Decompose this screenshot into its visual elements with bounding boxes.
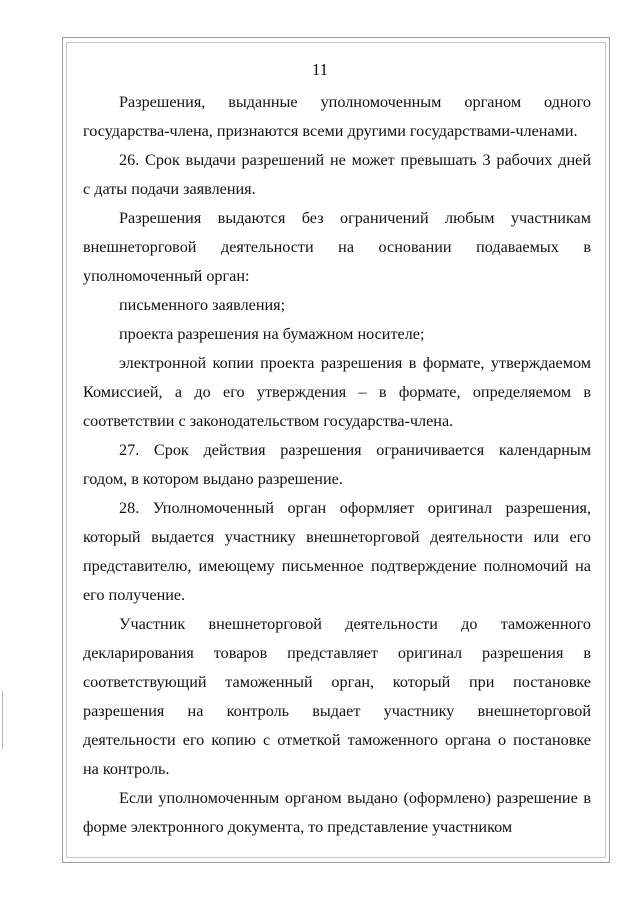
paragraph — [83, 291, 591, 320]
paragraph-line: деятельности его копию с отметкой таможенного органа о постановке — [83, 731, 591, 749]
paragraph-line: 27. Срок действия разрешения ограничивается календарным — [119, 441, 591, 459]
paragraph — [83, 146, 591, 204]
paragraph-line: форме электронного документа, то представление участником — [83, 818, 513, 836]
scan-mark — [2, 690, 3, 750]
paragraph-line: разрешения на контроль выдает участнику внешнеторговой — [83, 702, 591, 720]
paragraph-line: соответствующий таможенный орган, который при постановке — [83, 673, 591, 691]
paragraph-line: Разрешения выдаются без ограничений любым участникам — [119, 209, 591, 227]
paragraph-line: Если уполномоченным органом выдано (оформлено) разрешение в — [119, 789, 591, 807]
paragraph-line: годом, в котором выдано разрешение. — [83, 470, 343, 488]
paragraph-line: который выдается участнику внешнеторговой деятельности или его — [83, 528, 591, 546]
paragraph — [83, 88, 591, 146]
paragraph — [83, 204, 591, 291]
paragraph-line: проекта разрешения на бумажном носителе; — [119, 325, 425, 343]
paragraph-line: соответствии с законодательством государства-члена. — [83, 412, 454, 430]
paragraph-line: на контроль. — [83, 760, 170, 778]
paragraph — [83, 494, 591, 610]
paragraph-line: декларирования товаров представляет оригинал разрешения в — [83, 644, 591, 662]
document-body — [83, 88, 591, 842]
paragraph-line: электронной копии проекта разрешения в формате, утверждаемом — [119, 354, 591, 372]
paragraph-line: 26. Срок выдачи разрешений не может превышать 3 рабочих дней — [119, 151, 591, 169]
page-number: 11 — [311, 60, 329, 79]
paragraph-line: письменного заявления; — [119, 296, 286, 314]
paragraph-line: Комиссией, а до его утверждения – в формате, определяемом в — [83, 383, 591, 401]
paragraph — [83, 320, 591, 349]
paragraph — [83, 784, 591, 842]
paragraph-line: Участник внешнеторговой деятельности до таможенного — [119, 615, 591, 633]
paragraph-line: уполномоченный орган: — [83, 267, 250, 285]
paragraph — [83, 436, 591, 494]
paragraph-line: его получение. — [83, 586, 186, 604]
paragraph-line: внешнеторговой деятельности на основании подаваемых в — [83, 238, 591, 256]
paragraph — [83, 349, 591, 436]
paragraph-line: представителю, имеющему письменное подтверждение полномочий на — [83, 557, 591, 575]
paragraph-line: государства-члена, признаются всеми другими государствами-членами. — [83, 122, 578, 140]
paragraph-line: 28. Уполномоченный орган оформляет оригинал разрешения, — [119, 499, 591, 517]
paragraph-line: Разрешения, выданные уполномоченным органом одного — [119, 93, 591, 111]
paragraph-line: с даты подачи заявления. — [83, 180, 256, 198]
paragraph — [83, 610, 591, 784]
